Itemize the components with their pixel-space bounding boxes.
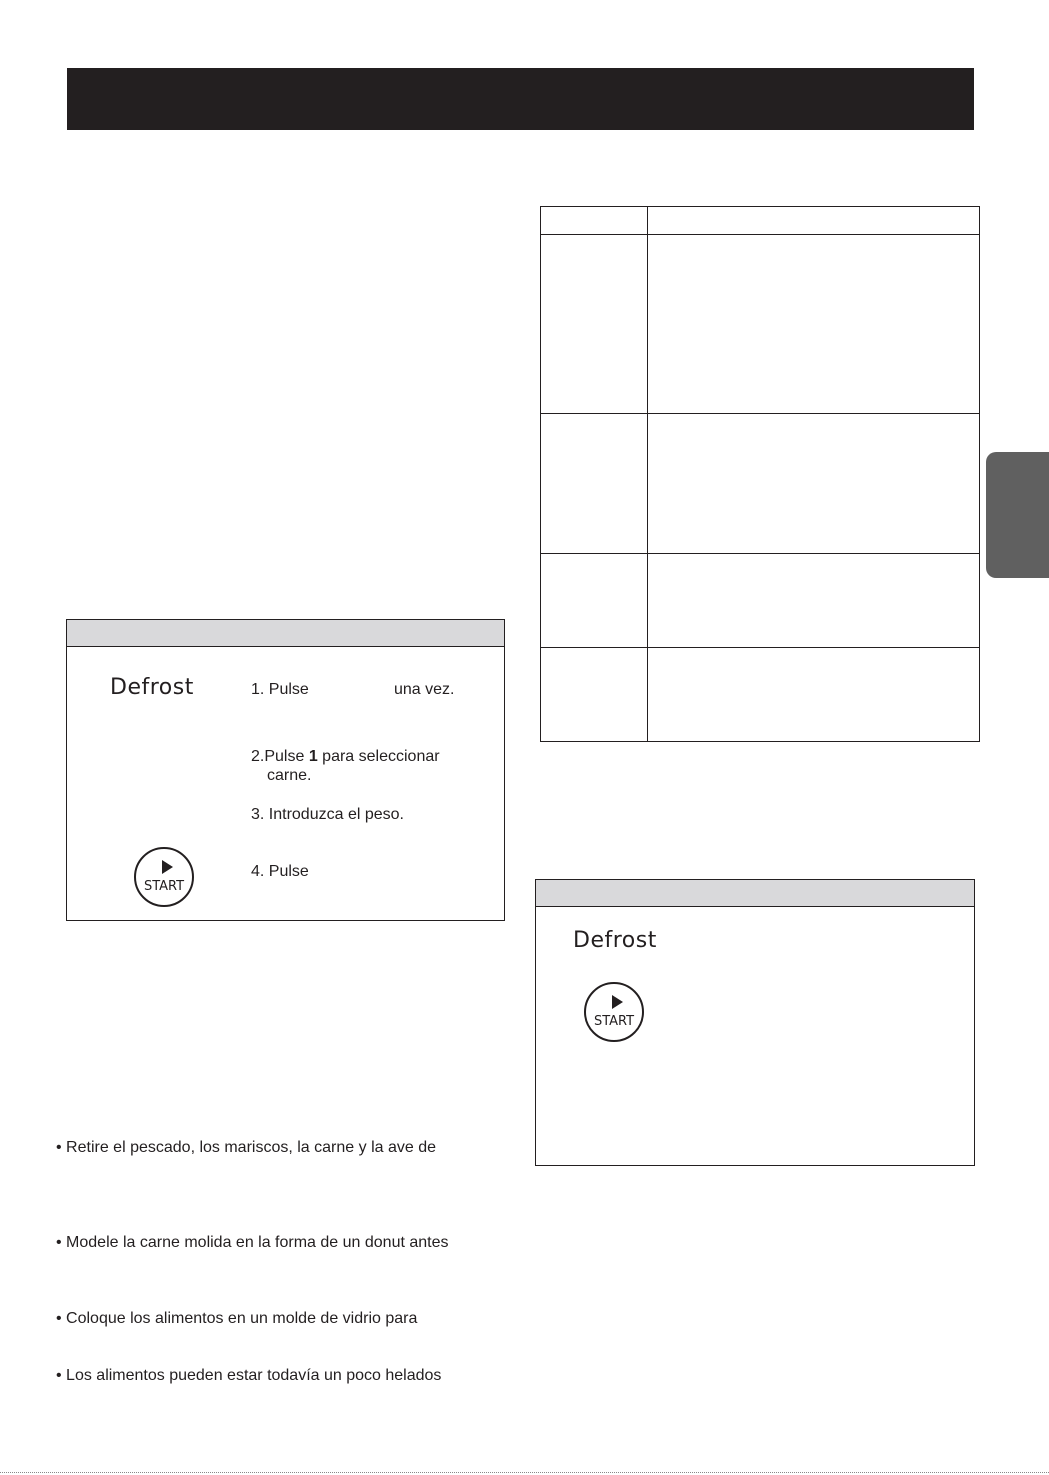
play-icon — [162, 860, 173, 874]
box-header — [536, 880, 974, 907]
table-row-divider — [541, 234, 979, 235]
start-label: START — [593, 1014, 635, 1029]
play-icon — [612, 995, 623, 1009]
table-column-divider — [647, 207, 648, 741]
start-label: START — [143, 879, 185, 894]
step-3: 3. Introduzca el peso. — [251, 806, 404, 823]
tip-bullet: • Retire el pescado, los mariscos, la carne y la ave de — [56, 1139, 436, 1156]
defrost-label: Defrost — [573, 928, 657, 953]
page-bottom-edge — [0, 1472, 1049, 1473]
table-row-divider — [541, 553, 979, 554]
tip-bullet: • Modele la carne molida en la forma de un donut antes — [56, 1234, 449, 1251]
step-2-number: 1 — [308, 748, 318, 765]
step-1-suffix: una vez. — [394, 681, 455, 698]
section-side-tab — [986, 452, 1049, 578]
table-row-divider — [541, 647, 979, 648]
page-header-bar — [67, 68, 974, 130]
start-button — [134, 847, 194, 907]
step-2-prefix: 2.Pulse — [251, 748, 309, 765]
step-2-suffix: para seleccionar — [317, 748, 440, 765]
defrost-table — [540, 206, 980, 742]
table-row-divider — [541, 413, 979, 414]
tip-bullet: • Coloque los alimentos en un molde de vidrio para — [56, 1310, 418, 1327]
box-header — [67, 620, 504, 647]
step-2-line-2: carne. — [267, 767, 312, 784]
step-4: 4. Pulse — [251, 863, 309, 880]
defrost-instructions-box — [66, 619, 505, 921]
step-1-prefix: 1. Pulse — [251, 681, 309, 698]
step-2 — [251, 748, 440, 766]
defrost-time-box — [535, 879, 975, 1166]
start-button — [584, 982, 644, 1042]
tip-bullet: • Los alimentos pueden estar todavía un poco helados — [56, 1367, 442, 1384]
defrost-label: Defrost — [110, 675, 194, 700]
